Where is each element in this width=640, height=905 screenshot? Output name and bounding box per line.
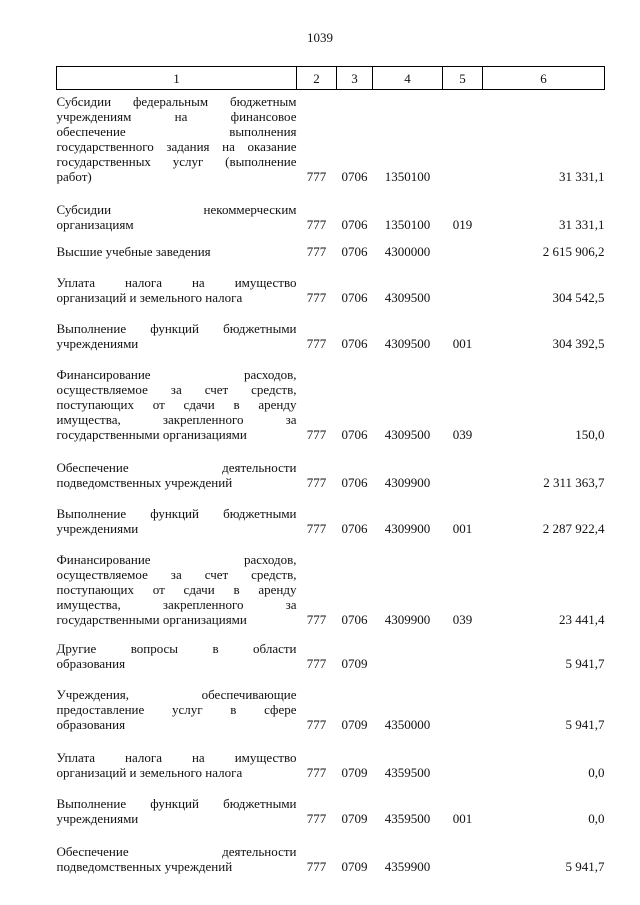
- table-row: [57, 90, 605, 191]
- description-line: учреждениями: [56, 336, 139, 351]
- description-line: государственного задания на оказание: [56, 139, 297, 154]
- description-line: государственными организациями: [56, 612, 247, 627]
- row-cell-c4: 4300000: [384, 244, 431, 259]
- description-line: Выполнение функций бюджетными: [56, 506, 297, 521]
- description-line: осуществляемое за счет средств,: [56, 567, 297, 582]
- row-description: [57, 542, 297, 633]
- row-cell-c4: 1350100: [384, 217, 431, 232]
- table-row: [57, 238, 605, 265]
- description-line: учреждениям на финансовое: [56, 109, 297, 124]
- row-description: [57, 633, 297, 677]
- description-line: учреждениями: [56, 521, 139, 536]
- table-row: [57, 832, 605, 880]
- table-row: [57, 190, 605, 238]
- row-cell-c5: [443, 738, 483, 786]
- description-line: Высшие учебные заведения: [56, 244, 211, 259]
- row-description: [57, 190, 297, 238]
- description-line: организаций и земельного налога: [56, 290, 243, 305]
- description-line: организаций и земельного налога: [56, 765, 243, 780]
- description-line: учреждениями: [56, 811, 139, 826]
- row-cell-c3: 0706: [341, 336, 368, 351]
- row-cell-c5: 039: [452, 612, 473, 627]
- column-header-row: [57, 67, 605, 90]
- row-cell-c4: 4359500: [384, 765, 431, 780]
- row-cell-c2: 777: [306, 169, 327, 184]
- description-line: государственными организациями: [56, 427, 247, 442]
- row-cell-c2: 777: [306, 612, 327, 627]
- description-line: Другие вопросы в области: [56, 641, 297, 656]
- row-cell-c5: [443, 265, 483, 311]
- row-cell-c2: 777: [306, 217, 327, 232]
- description-line: осуществляемое за счет средств,: [56, 382, 297, 397]
- row-cell-c3: 0709: [341, 717, 368, 732]
- row-cell-c6: 5 941,7: [565, 859, 605, 874]
- row-cell-c6: 0,0: [588, 811, 605, 826]
- description-line: Уплата налога на имущество: [56, 750, 297, 765]
- row-cell-c4: 4359500: [384, 811, 431, 826]
- row-cell-c6: 2 287 922,4: [542, 521, 605, 536]
- row-cell-c3: 0706: [341, 244, 368, 259]
- row-description: [57, 265, 297, 311]
- row-cell-c4: 4309500: [384, 427, 431, 442]
- row-cell-c4: 4309900: [384, 521, 431, 536]
- description-line: Субсидии некоммерческим: [56, 202, 297, 217]
- column-header-2: 2: [297, 67, 337, 90]
- row-cell-c3: 0709: [341, 656, 368, 671]
- description-line: поступающих от сдачи в аренду: [56, 397, 297, 412]
- description-line: Финансирование расходов,: [56, 552, 297, 567]
- row-cell-c6: 2 615 906,2: [542, 244, 605, 259]
- description-line: обеспечение выполнения: [56, 124, 297, 139]
- row-cell-c2: 777: [306, 717, 327, 732]
- row-cell-c5: [443, 633, 483, 677]
- row-cell-c2: 777: [306, 765, 327, 780]
- column-header-5: 5: [443, 67, 483, 90]
- row-cell-c3: 0706: [341, 521, 368, 536]
- row-cell-c3: 0706: [341, 475, 368, 490]
- row-cell-c3: 0706: [341, 612, 368, 627]
- row-description: [57, 786, 297, 832]
- description-line: Обеспечение деятельности: [56, 844, 297, 859]
- description-line: Учреждения, обеспечивающие: [56, 687, 297, 702]
- row-cell-c4: 4350000: [384, 717, 431, 732]
- row-cell-c4: [373, 633, 443, 677]
- row-cell-c2: 777: [306, 521, 327, 536]
- row-cell-c4: 4359900: [384, 859, 431, 874]
- row-cell-c6: 0,0: [588, 765, 605, 780]
- table-row: [57, 738, 605, 786]
- row-cell-c2: 777: [306, 290, 327, 305]
- description-line: организациям: [56, 217, 134, 232]
- description-line: подведомственных учреждений: [56, 475, 233, 490]
- row-cell-c2: 777: [306, 656, 327, 671]
- description-line: работ): [56, 169, 92, 184]
- row-description: [57, 311, 297, 357]
- row-description: [57, 738, 297, 786]
- table-row: [57, 542, 605, 633]
- row-description: [57, 832, 297, 880]
- row-cell-c3: 0706: [341, 217, 368, 232]
- table-row: [57, 448, 605, 496]
- row-cell-c6: 304 392,5: [552, 336, 605, 351]
- row-cell-c6: 150,0: [575, 427, 605, 442]
- table-row: [57, 677, 605, 738]
- row-description: [57, 90, 297, 191]
- row-cell-c6: 5 941,7: [565, 656, 605, 671]
- description-line: образования: [56, 717, 126, 732]
- row-cell-c6: 2 311 363,7: [543, 475, 605, 490]
- column-header-6: 6: [483, 67, 605, 90]
- row-cell-c5: [443, 238, 483, 265]
- row-cell-c4: 4309500: [384, 336, 431, 351]
- row-cell-c4: 1350100: [384, 169, 431, 184]
- row-cell-c2: 777: [306, 811, 327, 826]
- description-line: имущества, закрепленного за: [56, 412, 297, 427]
- row-cell-c4: 4309500: [384, 290, 431, 305]
- row-cell-c4: 4309900: [384, 475, 431, 490]
- description-line: государственных услуг (выполнение: [56, 154, 297, 169]
- description-line: подведомственных учреждений: [56, 859, 233, 874]
- row-cell-c2: 777: [306, 336, 327, 351]
- row-cell-c3: 0709: [341, 811, 368, 826]
- table-row: [57, 311, 605, 357]
- description-line: имущества, закрепленного за: [56, 597, 297, 612]
- row-cell-c5: [443, 90, 483, 191]
- description-line: Выполнение функций бюджетными: [56, 796, 297, 811]
- table-row: [57, 496, 605, 542]
- budget-table: [56, 66, 605, 880]
- description-line: Финансирование расходов,: [56, 367, 297, 382]
- row-cell-c5: [443, 832, 483, 880]
- row-description: [57, 677, 297, 738]
- row-description: [57, 448, 297, 496]
- description-line: Уплата налога на имущество: [56, 275, 297, 290]
- row-cell-c6: 31 331,1: [559, 169, 605, 184]
- description-line: образования: [56, 656, 126, 671]
- description-line: Субсидии федеральным бюджетным: [56, 94, 297, 109]
- table-row: [57, 265, 605, 311]
- row-cell-c5: 001: [452, 521, 473, 536]
- row-cell-c2: 777: [306, 427, 327, 442]
- row-cell-c3: 0706: [341, 169, 368, 184]
- column-header-1: 1: [57, 67, 297, 90]
- page-number: 1039: [307, 30, 333, 45]
- row-cell-c3: 0706: [341, 427, 368, 442]
- row-cell-c5: 001: [452, 336, 473, 351]
- table-row: [57, 633, 605, 677]
- row-cell-c3: 0709: [341, 765, 368, 780]
- row-cell-c6: 304 542,5: [552, 290, 605, 305]
- row-cell-c2: 777: [306, 859, 327, 874]
- row-cell-c6: 5 941,7: [565, 717, 605, 732]
- row-cell-c2: 777: [306, 244, 327, 259]
- row-cell-c3: 0706: [341, 290, 368, 305]
- row-description: [57, 357, 297, 448]
- row-cell-c5: 001: [452, 811, 473, 826]
- row-cell-c5: 019: [452, 217, 473, 232]
- row-cell-c5: 039: [452, 427, 473, 442]
- table-row: [57, 357, 605, 448]
- row-description: [57, 238, 297, 265]
- description-line: Выполнение функций бюджетными: [56, 321, 297, 336]
- row-cell-c6: 23 441,4: [559, 612, 605, 627]
- table-row: [57, 786, 605, 832]
- row-cell-c5: [443, 448, 483, 496]
- row-cell-c5: [443, 677, 483, 738]
- row-cell-c6: 31 331,1: [559, 217, 605, 232]
- row-cell-c4: 4309900: [384, 612, 431, 627]
- description-line: Обеспечение деятельности: [56, 460, 297, 475]
- row-cell-c3: 0709: [341, 859, 368, 874]
- column-header-4: 4: [373, 67, 443, 90]
- row-description: [57, 496, 297, 542]
- description-line: предоставление услуг в сфере: [56, 702, 297, 717]
- row-cell-c2: 777: [306, 475, 327, 490]
- column-header-3: 3: [337, 67, 373, 90]
- description-line: поступающих от сдачи в аренду: [56, 582, 297, 597]
